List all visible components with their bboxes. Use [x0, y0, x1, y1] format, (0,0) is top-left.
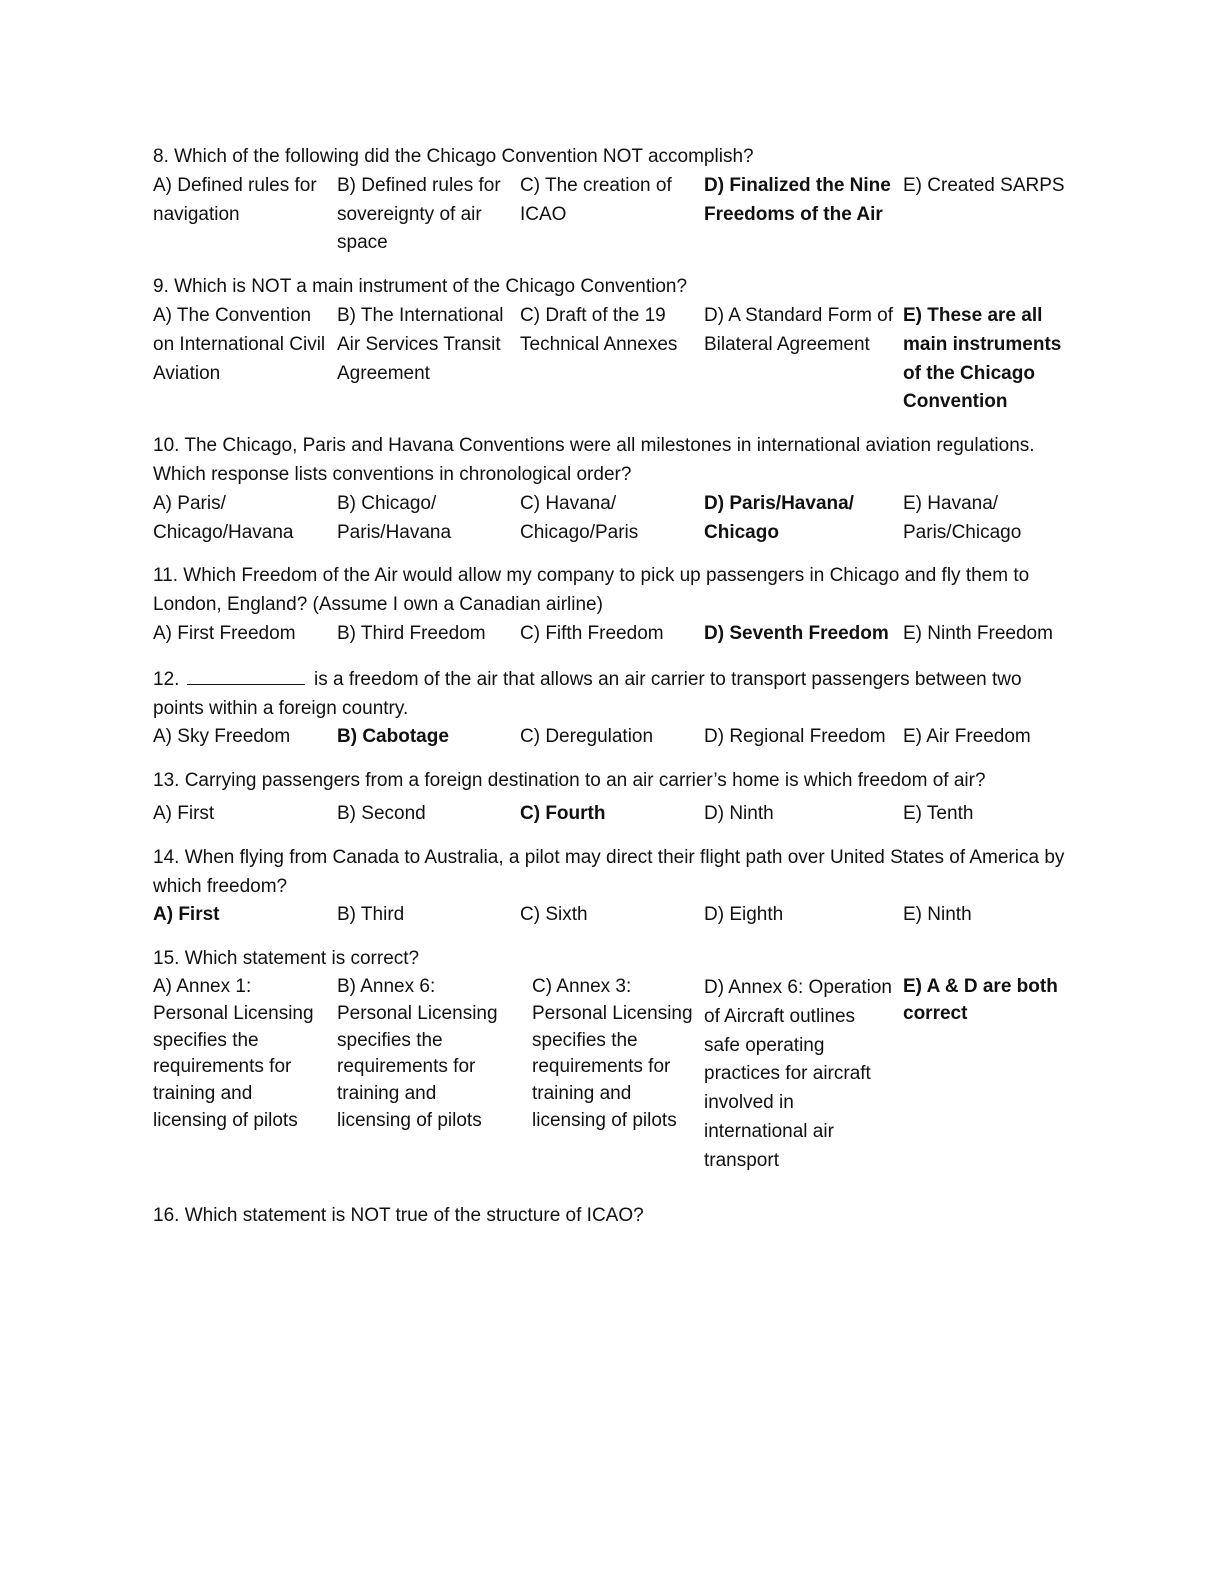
- question-8: [153, 143, 1073, 258]
- choice-a: A) The Convention on International Civil Aviation: [153, 304, 326, 384]
- choice-e: E) Havana/ Paris/Chicago: [903, 492, 1022, 543]
- answer-choices: [153, 302, 1073, 417]
- choice-b: B) Third Freedom: [337, 622, 486, 644]
- choice-b: B) Second: [337, 802, 426, 824]
- answer-choices: [153, 901, 1073, 930]
- choice-a: A) First Freedom: [153, 622, 296, 644]
- choice-c: C) Havana/ Chicago/Paris: [520, 492, 639, 543]
- question-prompt: 8. Which of the following did the Chicago Convention NOT accomplish?: [153, 146, 754, 167]
- answer-choices: [153, 620, 1073, 649]
- choice-c: C) Annex 3: Personal Licensing specifies the requirements for training and licensing of pilots: [532, 975, 693, 1131]
- question-prompt: [153, 664, 1073, 724]
- question-14: [153, 844, 1073, 930]
- fill-in-blank: [187, 664, 305, 685]
- choice-a-correct: A) First: [153, 904, 220, 926]
- choice-b-correct: B) Cabotage: [337, 726, 449, 748]
- question-10: [153, 432, 1073, 547]
- question-16: [153, 1202, 1073, 1231]
- choice-e: E) Ninth: [903, 904, 972, 926]
- choice-a: A) Defined rules for navigation: [153, 174, 317, 225]
- choice-b: B) Defined rules for sovereignty of air space: [337, 174, 501, 254]
- question-11: [153, 562, 1073, 648]
- answer-choices: [153, 172, 1073, 258]
- question-number: 12.: [153, 668, 180, 690]
- choice-b: B) Third: [337, 904, 405, 926]
- answer-choices: [153, 723, 1073, 752]
- choice-e: E) Air Freedom: [903, 726, 1031, 748]
- question-15: [153, 945, 1073, 1175]
- answer-choices: [153, 490, 1073, 548]
- choice-a: A) Sky Freedom: [153, 726, 291, 748]
- choice-b: B) The International Air Services Transit Agreement: [337, 304, 504, 384]
- choice-c-correct: C) Fourth: [520, 802, 606, 824]
- choice-d: D) Annex 6: Operation of Aircraft outlines safe operating practices for aircraft involved in international air transport: [704, 976, 892, 1171]
- choice-d: D) Eighth: [704, 904, 784, 926]
- question-prompt: 15. Which statement is correct?: [153, 948, 420, 970]
- choice-c: C) Fifth Freedom: [520, 622, 664, 644]
- question-9: [153, 273, 1073, 417]
- choice-b: B) Annex 6: Personal Licensing specifies the requirements for training and licensing of pilots: [337, 975, 498, 1131]
- choice-e: E) Ninth Freedom: [903, 622, 1053, 644]
- choice-e: E) Created SARPS: [903, 174, 1065, 196]
- choice-c: C) The creation of ICAO: [520, 174, 672, 225]
- question-prompt: 14. When flying from Canada to Australia, a pilot may direct their flight path over United States of America by which freedom?: [153, 846, 1065, 897]
- choice-d: D) Ninth: [704, 802, 774, 824]
- choice-e-correct: E) A & D are both correct: [903, 975, 1058, 1024]
- choice-b: B) Chicago/ Paris/Havana: [337, 492, 452, 543]
- question-prompt: 13. Carrying passengers from a foreign destination to an air carrier’s home is which freedom of air?: [153, 770, 986, 792]
- question-prompt: 11. Which Freedom of the Air would allow my company to pick up passengers in Chicago and fly them to London, England? (Assume I own a Canadian airline): [153, 565, 1030, 616]
- choice-e: E) Tenth: [903, 802, 974, 824]
- choice-a: A) Annex 1: Personal Licensing specifies the requirements for training and licensing of pilots: [153, 975, 314, 1131]
- question-13: [153, 767, 1073, 829]
- question-prompt: 10. The Chicago, Paris and Havana Conventions were all milestones in international aviation regulations. Which response lists conventions in chronological order?: [153, 435, 1035, 485]
- choice-d: D) Regional Freedom: [704, 726, 886, 748]
- choice-c: C) Draft of the 19 Technical Annexes: [520, 304, 678, 355]
- choice-c: C) Deregulation: [520, 726, 654, 748]
- question-12: [153, 664, 1073, 752]
- choice-c: C) Sixth: [520, 904, 588, 926]
- choice-e-correct: E) These are all main instruments of the Chicago Convention: [903, 304, 1062, 413]
- question-text: is a freedom of the air that allows an air carrier to transport passengers between two points within a foreign country.: [153, 668, 1022, 719]
- choice-d-correct: D) Finalized the Nine Freedoms of the Air: [704, 174, 891, 225]
- question-prompt: 16. Which statement is NOT true of the structure of ICAO?: [153, 1204, 644, 1226]
- choice-d: D) A Standard Form of Bilateral Agreement: [704, 304, 894, 355]
- question-prompt: 9. Which is NOT a main instrument of the Chicago Convention?: [153, 276, 688, 298]
- choice-d-correct: D) Seventh Freedom: [704, 622, 889, 644]
- answer-choices: [153, 974, 1073, 1176]
- choice-a: A) First: [153, 802, 215, 824]
- answer-choices: [153, 800, 1073, 829]
- choice-a: A) Paris/ Chicago/Havana: [153, 492, 294, 543]
- choice-d-correct: D) Paris/Havana/ Chicago: [704, 492, 854, 543]
- quiz-page: [153, 143, 1073, 1245]
